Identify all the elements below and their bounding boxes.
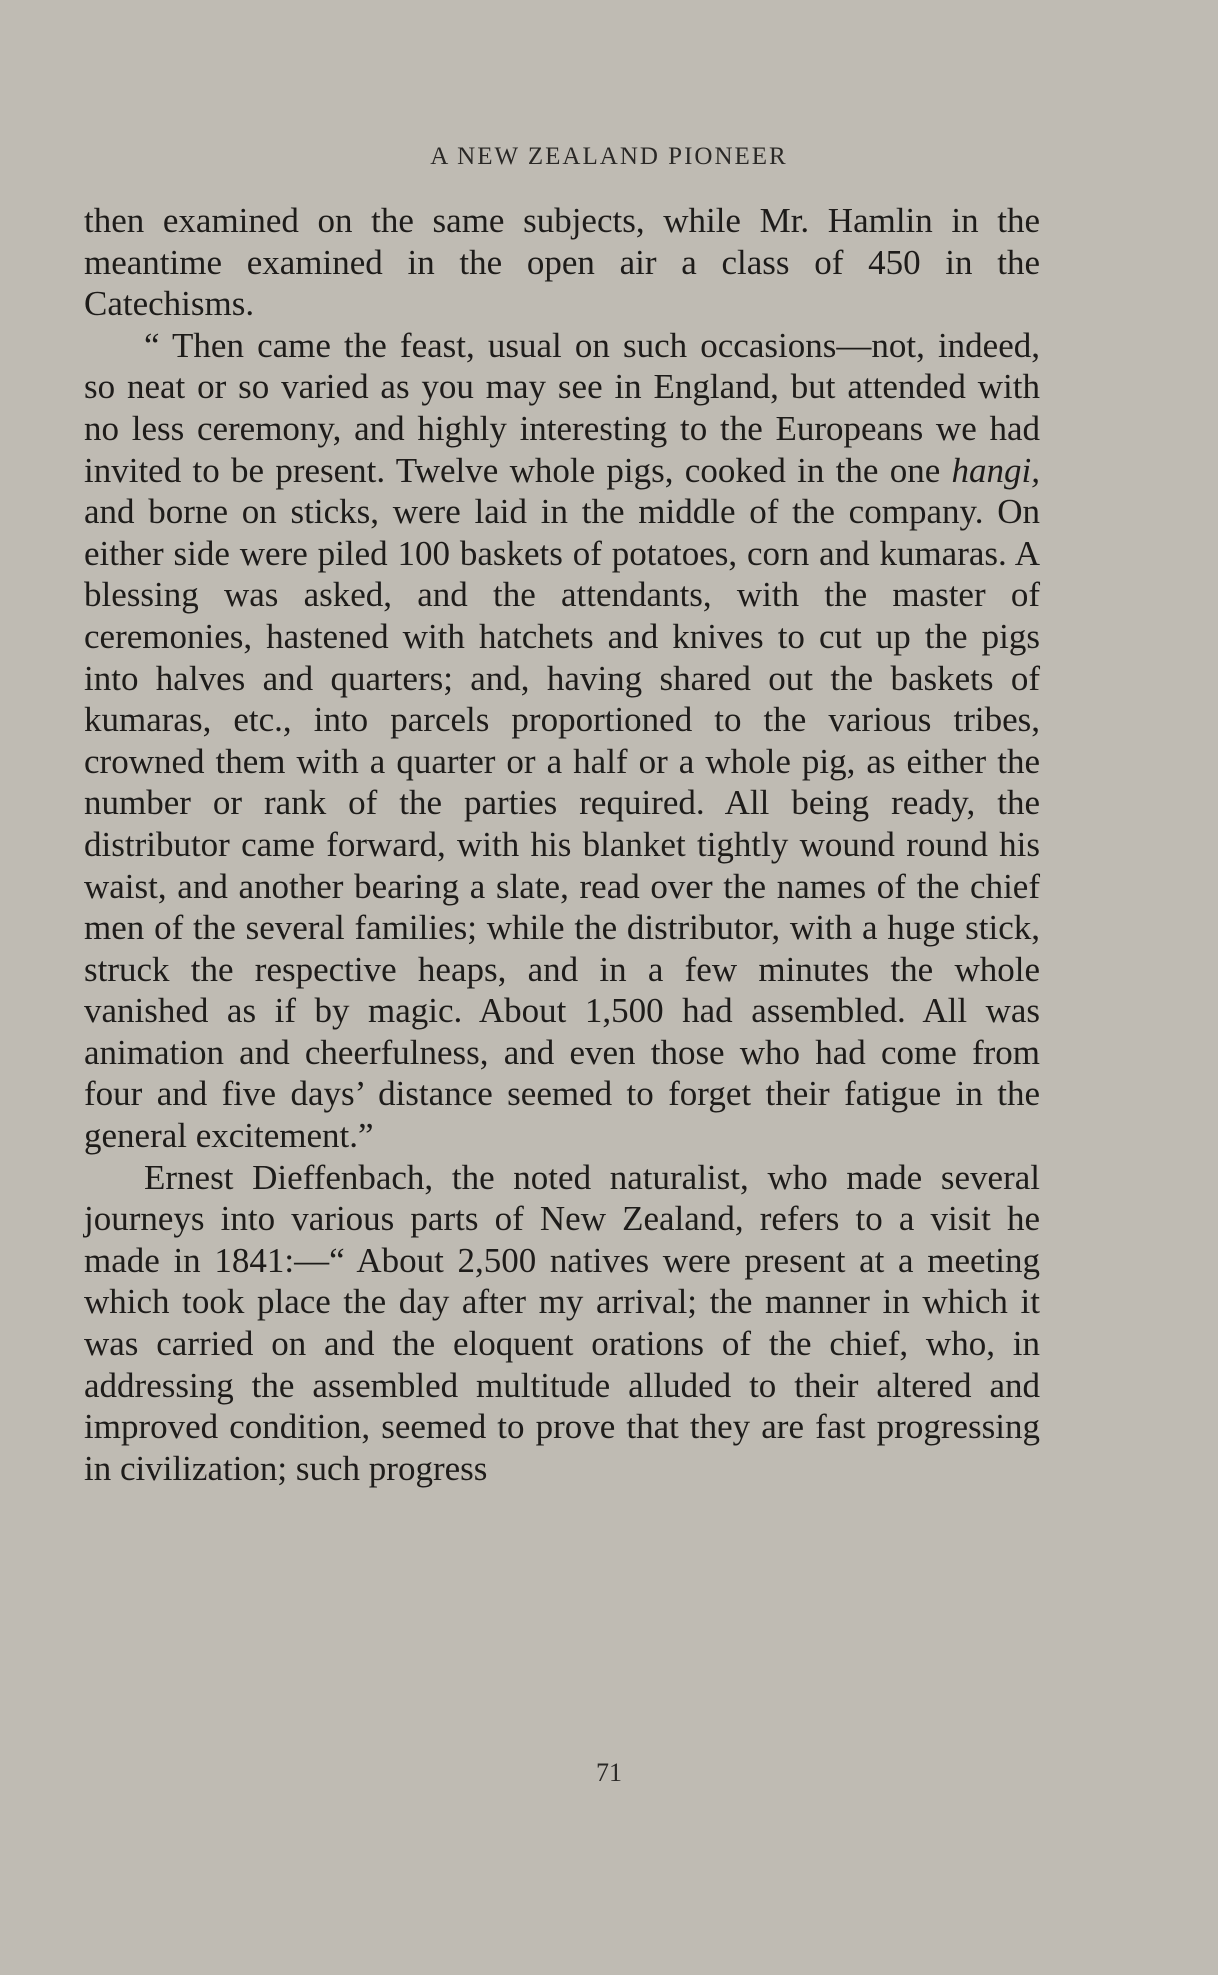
page-number: 71 <box>596 1758 622 1787</box>
italic-term-hangi: hangi, <box>951 450 1040 490</box>
feast-quote-part-2: and borne on sticks, were laid in the middle of the company. On either side were piled 100 baskets of potatoes, corn and kumaras. A blessing was asked, and the attendants, with the master of ceremonies, hastened with hatchets and knives to cut up the pigs into halves and quarters; and, having shared out the baskets of kumaras, etc., into parcels proportioned to the various tribes, crowned them with a quarter or a half or a whole pig, as either the number or rank of the parties required. All being ready, the distributor came forward, with his blanket tightly wound round his waist, and another bearing a slate, read over the names of the chief men of the several families; while the distributor, with a huge stick, struck the respective heaps, and in a few minutes the whole vanished as if by magic. About 1,500 had assembled. All was animation and cheerfulness, and even those who had come from four and five days’ distance seemed to forget their fatigue in the general excitement.” <box>84 492 1040 1156</box>
feast-quote-part-1: “ Then came the feast, usual on such occasions—not, indeed, so neat or so varied as you may see in England, but attended with no less ceremony, and highly interesting to the Europeans we had invited to be present. Twelve whole pigs, cooked in the one <box>84 325 1040 490</box>
paragraph-feast-quote <box>84 325 1040 1157</box>
body-text <box>84 200 1040 1489</box>
paragraph-continuation: then examined on the same subjects, while Mr. Hamlin in the meantime examined in the open air a class of 450 in the Catechisms. <box>84 201 1040 324</box>
running-head: A NEW ZEALAND PIONEER <box>430 143 788 170</box>
paragraph-dieffenbach: Ernest Dieffenbach, the noted naturalist, who made several journeys into various parts of New Zealand, refers to a visit he made in 1841:—“ About 2,500 natives were present at a meeting which took place the day after my arrival; the manner in which it was carried on and the eloquent orations of the chief, who, in addressing the assembled multitude alluded to their altered and improved condition, seemed to prove that they are fast progressing in civilization; such progress <box>84 1157 1040 1488</box>
